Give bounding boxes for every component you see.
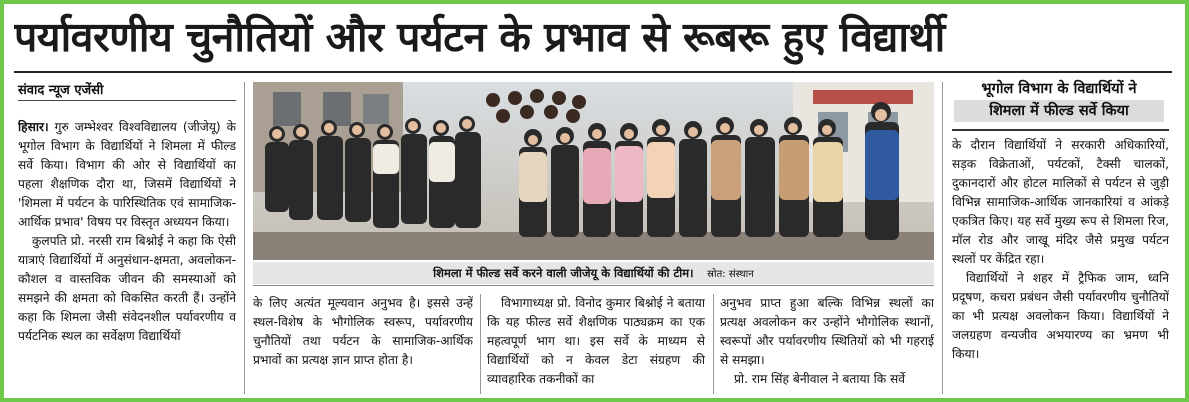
group-photo: [253, 82, 934, 260]
byline-agency: संवाद न्यूज एजेंसी: [18, 83, 104, 98]
subheading-line-1: भूगोल विभाग के विद्यार्थियों ने: [981, 81, 1137, 97]
subheading-line-2: शिमला में फील्ड सर्वे किया: [954, 100, 1164, 122]
paragraph-hod-quote: विभागाध्यक्ष प्रो. विनोद कुमार बिश्नोई ने बताया कि यह फील्ड सर्वे शैक्षणिक पाठ्यक्रम का एक महत्वपूर्ण भाग था। इस सर्वे के माध्यम से विद्यार्थियों को न केवल डेटा संग्रहण की व्यावहारिक तकनीकों का: [487, 296, 705, 386]
byline-rule: [18, 100, 236, 101]
column-divider: [713, 294, 714, 394]
paragraph-survey-details: के दौरान विद्यार्थियों ने सरकारी अधिकारियों, सड़क विक्रेताओं, पर्यटकों, टैक्सी चालकों, दुकानदारों और होटल मालिकों से पर्यटन से जुड़ी विभिन्न सामाजिक-आर्थिक जानकारियां व आंकड़े एकत्रित किए। यह सर्वे मुख्य रूप से शिमला रिज, मॉल रोड और जाखू मंदिर जैसे प्रमुख पर्यटन स्थलों पर केंद्रित रहा।: [952, 138, 1169, 266]
photo-source: स्रोत: संस्थान: [707, 269, 754, 280]
headline-rule: [14, 71, 1172, 73]
body-column-1: [18, 118, 236, 394]
sidebar-rule: [952, 129, 1169, 131]
dateline: हिसार।: [18, 120, 49, 134]
photo-caption-text: शिमला में फील्ड सर्वे करने वाली जीजेयू के विद्यार्थियों की टीम।: [433, 266, 694, 280]
headline: पर्यावरणीय चुनौतियों और पर्यटन के प्रभाव से रूबरू हुए विद्यार्थी: [14, 13, 945, 61]
photo-caption: [253, 262, 934, 284]
column-divider: [244, 82, 245, 394]
paragraph-observations: विद्यार्थियों ने शहर में ट्रैफिक जाम, ध्वनि प्रदूषण, कचरा प्रबंधन जैसी पर्यावरणीय चुनौतियों का भी प्रत्यक्ष अवलोकन किया। विद्यार्थियों ने जलग्रहण वन्यजीव अभयारण्य का भ्रमण भी किया।: [952, 271, 1169, 361]
paragraph-professor-quote: प्रो. राम सिंह बेनीवाल ने बताया कि सर्वे: [734, 372, 906, 386]
sidebar-subheading: [946, 78, 1172, 126]
group-photo-image: [253, 82, 934, 260]
paragraph-lead: [18, 118, 236, 232]
column-divider: [942, 82, 943, 394]
sidebar-column: [952, 136, 1169, 394]
body-column-2: [253, 294, 473, 394]
body-column-3: [487, 294, 705, 394]
paragraph-experience: अनुभव प्राप्त हुआ बल्कि विभिन्न स्थलों का प्रत्यक्ष अवलोकन कर उन्होंने भौगोलिक स्थानों, स्वरूपों और पर्यावरणीय स्थितियों को भी गहराई से समझा।: [720, 296, 934, 367]
body-column-4: [720, 294, 934, 394]
paragraph-vc-quote: कुलपति प्रो. नरसी राम बिश्नोई ने कहा कि ऐसी यात्राएं विद्यार्थियों में अनुसंधान-क्षमता, अवलोकन-कौशल व वास्तविक जीवन की समस्याओं को समझने की क्षमता को विकसित करती हैं। उन्होंने कहा कि शिमला जैसी संवेदनशील पर्यावरणीय व पर्यटनिक स्थल का सर्वेक्षण विद्यार्थियों: [18, 234, 236, 343]
paragraph-continued: के लिए अत्यंत मूल्यवान अनुभव है। इससे उन्हें स्थल-विशेष के भौगोलिक स्वरूप, पर्यावरणीय चुनौतियों तथा पर्यटन के सामाजिक-आर्थिक प्रभावों का प्रत्यक्ष ज्ञान प्राप्त होता है।: [253, 296, 473, 367]
lead-text: गुरु जम्भेश्वर विश्वविद्यालय (जीजेयू) के भूगोल विभाग के विद्यार्थियों ने शिमला में फील्ड सर्वे किया। विभाग की ओर से विद्यार्थियों का पहला शैक्षणिक दौरा था, जिसमें विद्यार्थियों ने 'शिमला में पर्यटन के पारिस्थितिक एवं सामाजिक-आर्थिक प्रभाव' विषय पर विस्तृत अध्ययन किया।: [18, 120, 236, 229]
column-divider: [480, 294, 481, 394]
caption-rule: [253, 285, 934, 286]
